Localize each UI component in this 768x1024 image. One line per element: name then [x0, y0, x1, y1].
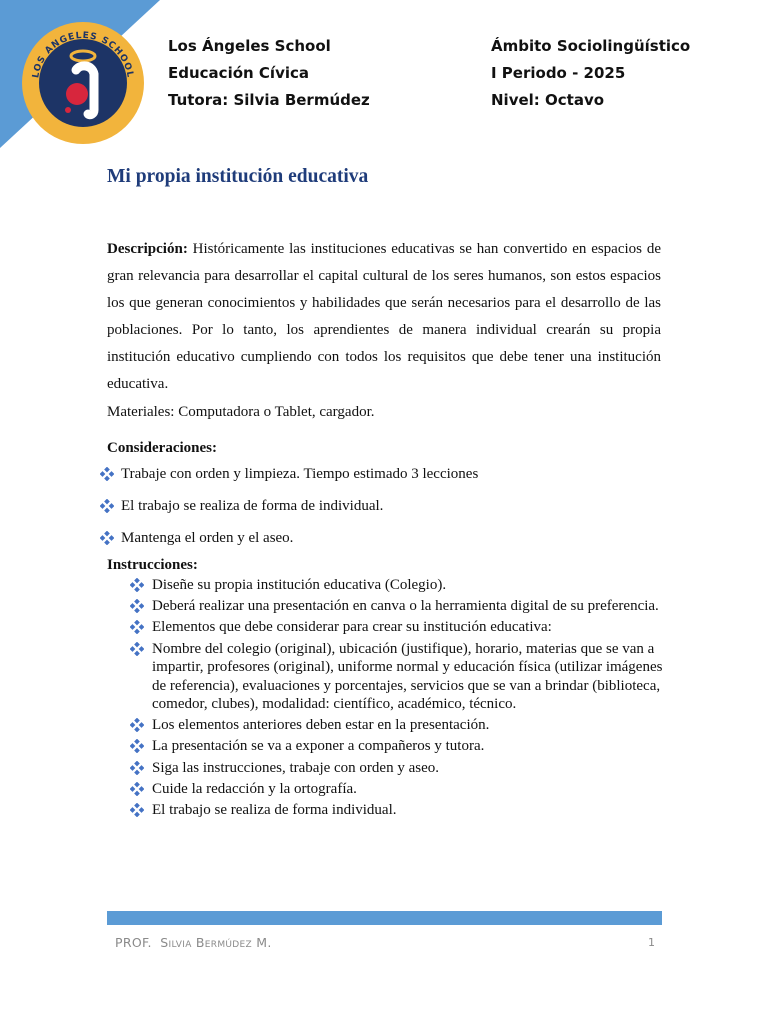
- instructions-heading: Instrucciones:: [107, 557, 198, 573]
- page-title: Mi propia institución educativa: [107, 166, 369, 187]
- list-item: [130, 780, 670, 799]
- footer-bar: [107, 911, 662, 925]
- list-item-text: Cuide la redacción y la ortografía.: [152, 780, 357, 797]
- list-item-text: El trabajo se realiza de forma individual.: [152, 802, 397, 818]
- description-text: Históricamente las instituciones educativas se han convertido en espacios de gran relevancia para desarrollar el capital cultural de los seres humanos, son estos espacios los que generan conocimientos y habilidades que serán necesarios para el desarrollo de las poblaciones. Por lo tanto, los aprendientes de manera individual crearán su propia institución educativo cumpliendo con todos los requisitos que debe tener una institución educativa.: [107, 241, 661, 392]
- level-label: Nivel: Octavo: [491, 91, 605, 109]
- diamond-bullet-icon: [130, 642, 144, 656]
- list-item-text: Mantenga el orden y el aseo.: [121, 530, 294, 546]
- description-label: Descripción:: [107, 241, 188, 257]
- diamond-bullet-icon: [130, 761, 144, 775]
- list-item-text: Diseñe su propia institución educativa (Colegio).: [152, 577, 447, 593]
- list-item: [100, 458, 660, 490]
- list-item: [100, 490, 660, 522]
- logo-ring-text: LOS ANGELES SCHOOL: [31, 30, 135, 79]
- list-item: [130, 576, 670, 595]
- footer-author: [115, 935, 272, 950]
- list-item-text: Siga las instrucciones, trabaje con orden y aseo.: [152, 759, 439, 776]
- list-item: [130, 597, 670, 616]
- list-item: [130, 640, 670, 714]
- list-item-text: El trabajo se realiza de forma de individual.: [121, 498, 384, 514]
- list-item-text: La presentación se va a exponer a compañeros y tutora.: [152, 738, 485, 755]
- list-item-text: Los elementos anteriores deben estar en la presentación.: [152, 717, 490, 734]
- list-item: [130, 716, 670, 735]
- diamond-bullet-icon: [100, 531, 114, 545]
- diamond-bullet-icon: [130, 599, 144, 613]
- school-logo: [20, 18, 146, 148]
- footer-prof: PROF.: [115, 935, 152, 950]
- diamond-bullet-icon: [130, 739, 144, 753]
- list-item-text: Trabaje con orden y limpieza. Tiempo estimado 3 lecciones: [121, 466, 479, 482]
- page-number: 1: [648, 936, 655, 949]
- diamond-bullet-icon: [130, 578, 144, 592]
- list-item: [130, 737, 670, 756]
- footer-name: Silvia Bermúdez M.: [160, 935, 272, 950]
- school-name: Los Ángeles School: [168, 37, 331, 55]
- diamond-bullet-icon: [130, 782, 144, 796]
- description-paragraph: [107, 236, 661, 398]
- list-item: [130, 801, 670, 820]
- header-right: [491, 33, 690, 114]
- diamond-bullet-icon: [100, 467, 114, 481]
- list-item-text: Nombre del colegio (original), ubicación (justifique), horario, materias que se van a impartir, profesores (original), uniforme normal y educación física (utilizar imágenes de referencia), evaluaciones y porcentajes, servicios que se van a brindar (biblioteca, comedor, clubes), modalidad: científico, académico, técnico.: [152, 640, 663, 713]
- list-item: [130, 618, 670, 637]
- list-item: [130, 759, 670, 778]
- diamond-bullet-icon: [100, 499, 114, 513]
- list-item-text: Deberá realizar una presentación en canva o la herramienta digital de su preferencia.: [152, 598, 659, 615]
- period-label: I Periodo - 2025: [491, 64, 626, 82]
- considerations-heading: Consideraciones:: [107, 440, 217, 456]
- materials-line: Materiales: Computadora o Tablet, cargador.: [107, 404, 375, 420]
- list-item-text: Elementos que debe considerar para crear su institución educativa:: [152, 619, 552, 636]
- instructions-list: [130, 576, 670, 822]
- diamond-bullet-icon: [130, 620, 144, 634]
- diamond-bullet-icon: [130, 803, 144, 817]
- area-name: Ámbito Sociolingüístico: [491, 37, 691, 55]
- list-item: [100, 522, 660, 554]
- subject-name: Educación Cívica: [168, 64, 309, 82]
- considerations-list: [100, 458, 660, 554]
- diamond-bullet-icon: [130, 718, 144, 732]
- header-left: [168, 33, 370, 114]
- tutor-name: Tutora: Silvia Bermúdez: [168, 91, 370, 109]
